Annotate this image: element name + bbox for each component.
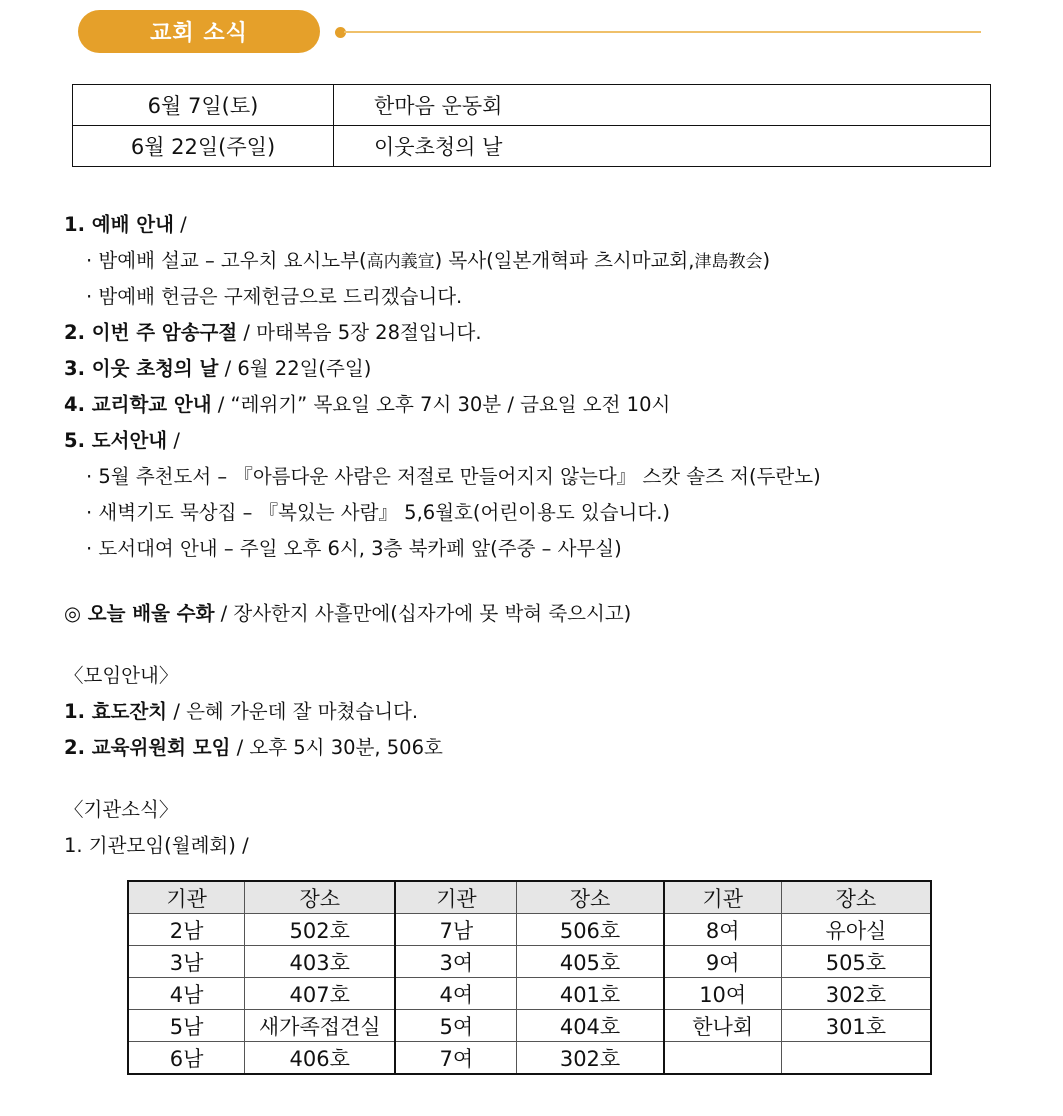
banner-title: 교회 소식 xyxy=(150,21,248,46)
table-row xyxy=(73,126,991,167)
table-row xyxy=(128,978,931,1010)
event-title: 한마음 운동회 xyxy=(334,85,991,126)
table-cell: 새가족접견실 xyxy=(245,1010,396,1042)
notice-subitem: · 새벽기도 묵상집 – 『복있는 사람』 5,6월호(어린이용도 있습니다.) xyxy=(86,501,671,524)
table-cell: 한나회 xyxy=(664,1010,782,1042)
table-row xyxy=(128,1042,931,1075)
banner-divider-line xyxy=(344,31,981,33)
table-cell: 401호 xyxy=(517,978,664,1010)
table-cell: 406호 xyxy=(245,1042,396,1075)
table-cell: 3여 xyxy=(395,946,517,978)
table-cell: 7여 xyxy=(395,1042,517,1075)
meeting-item: 1. 효도잔치 / 은혜 가운데 잘 마쳤습니다. xyxy=(64,700,419,723)
column-header: 장소 xyxy=(781,881,931,914)
table-cell: 유아실 xyxy=(781,914,931,946)
table-cell: 302호 xyxy=(781,978,931,1010)
notice-subitem: · 밤예배 헌금은 구제헌금으로 드리겠습니다. xyxy=(86,285,463,308)
table-cell: 10여 xyxy=(664,978,782,1010)
table-cell: 4남 xyxy=(128,978,245,1010)
table-row xyxy=(73,85,991,126)
org-meetings-table xyxy=(127,880,932,1075)
section-banner xyxy=(78,10,320,53)
notices-list xyxy=(64,207,821,567)
table-cell: 404호 xyxy=(517,1010,664,1042)
table-cell: 9여 xyxy=(664,946,782,978)
event-date: 6월 22일(주일) xyxy=(73,126,334,167)
table-cell xyxy=(664,1042,782,1075)
org-news-item: 1. 기관모임(월례회) / xyxy=(64,834,249,857)
org-news-section xyxy=(64,792,249,864)
events-table xyxy=(72,84,991,167)
notice-item-invite-day: 3. 이웃 초청의 날 / 6월 22일(주일) xyxy=(64,357,372,380)
event-date: 6월 7일(토) xyxy=(73,85,334,126)
table-cell: 3남 xyxy=(128,946,245,978)
table-cell: 8여 xyxy=(664,914,782,946)
event-title: 이웃초청의 날 xyxy=(334,126,991,167)
table-row xyxy=(128,1010,931,1042)
table-cell: 405호 xyxy=(517,946,664,978)
notice-item-worship: 1. 예배 안내 / xyxy=(64,213,187,236)
table-cell: 302호 xyxy=(517,1042,664,1075)
table-cell: 6남 xyxy=(128,1042,245,1075)
table-cell: 407호 xyxy=(245,978,396,1010)
table-cell: 301호 xyxy=(781,1010,931,1042)
table-row xyxy=(128,946,931,978)
column-header: 장소 xyxy=(245,881,396,914)
notice-subitem: · 도서대여 안내 – 주일 오후 6시, 3층 북카페 앞(주중 – 사무실) xyxy=(86,537,622,560)
table-cell: 4여 xyxy=(395,978,517,1010)
meeting-item: 2. 교육위원회 모임 / 오후 5시 30분, 506호 xyxy=(64,736,443,759)
notice-subitem: · 밤예배 설교 – 고우치 요시노부(高内義宣) 목사(일본개혁파 츠시마교회,津島教会) xyxy=(86,249,771,272)
column-header: 장소 xyxy=(517,881,664,914)
table-cell: 505호 xyxy=(781,946,931,978)
table-header-row xyxy=(128,881,931,914)
table-cell xyxy=(781,1042,931,1075)
notice-item-doctrine-school: 4. 교리학교 안내 / “레위기” 목요일 오후 7시 30분 / 금요일 오전 10시 xyxy=(64,393,671,416)
sign-language-line: ◎ 오늘 배울 수화 / 장사한지 사흘만에(십자가에 못 박혀 죽으시고) xyxy=(64,602,632,625)
table-row xyxy=(128,914,931,946)
table-cell: 506호 xyxy=(517,914,664,946)
column-header: 기관 xyxy=(128,881,245,914)
table-cell: 5여 xyxy=(395,1010,517,1042)
table-cell: 7남 xyxy=(395,914,517,946)
table-cell: 2남 xyxy=(128,914,245,946)
meetings-heading: 〈모임안내〉 xyxy=(64,664,179,687)
table-cell: 5남 xyxy=(128,1010,245,1042)
notice-item-books: 5. 도서안내 / xyxy=(64,429,180,452)
column-header: 기관 xyxy=(664,881,782,914)
notice-item-memory-verse: 2. 이번 주 암송구절 / 마태복음 5장 28절입니다. xyxy=(64,321,482,344)
notice-subitem: · 5월 추천도서 – 『아름다운 사람은 저절로 만들어지지 않는다』 스캇 솔즈 저(두란노) xyxy=(86,465,821,488)
column-header: 기관 xyxy=(395,881,517,914)
meetings-section xyxy=(64,658,443,766)
table-cell: 403호 xyxy=(245,946,396,978)
org-news-heading: 〈기관소식〉 xyxy=(64,798,179,821)
table-cell: 502호 xyxy=(245,914,396,946)
